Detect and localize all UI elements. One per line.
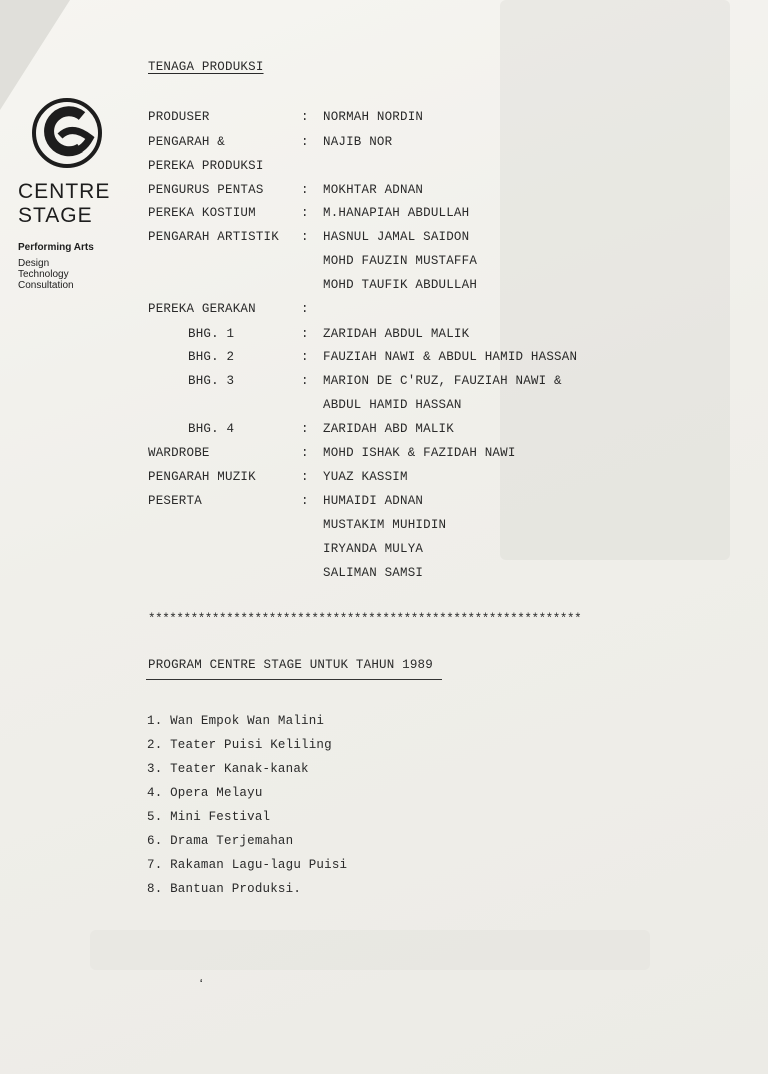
credit-role-label: PENGARAH & xyxy=(148,135,226,149)
asterisk-divider: ************************************************************* xyxy=(148,612,582,626)
credit-person-name: YUAZ KASSIM xyxy=(323,470,408,484)
credit-role-label: BHG. 4 xyxy=(188,422,235,436)
program-item: 2. Teater Puisi Keliling xyxy=(147,738,332,752)
program-item: 5. Mini Festival xyxy=(147,810,271,824)
credit-role-label: PESERTA xyxy=(148,494,202,508)
credit-person-name: M.HANAPIAH ABDULLAH xyxy=(323,206,470,220)
program-item: 3. Teater Kanak-kanak xyxy=(147,762,309,776)
logo-word-centre: CENTRE xyxy=(18,180,111,203)
logo-services xyxy=(18,258,128,291)
credit-person-name: HUMAIDI ADNAN xyxy=(323,494,424,508)
credit-role-label: BHG. 3 xyxy=(188,374,235,388)
credit-colon: : xyxy=(301,374,309,388)
credit-person-name: IRYANDA MULYA xyxy=(323,542,424,556)
credit-role-label: WARDROBE xyxy=(148,446,210,460)
credit-person-name: NORMAH NORDIN xyxy=(323,110,424,124)
credit-role-label: PRODUSER xyxy=(148,110,210,124)
logo-service-technology: Technology xyxy=(18,269,69,280)
credit-person-name: SALIMAN SAMSI xyxy=(323,566,424,580)
credit-role-label: PENGARAH ARTISTIK xyxy=(148,230,279,244)
program-item: 8. Bantuan Produksi. xyxy=(147,882,302,896)
credit-colon: : xyxy=(301,302,309,316)
stray-pen-mark: ʻ xyxy=(197,978,206,994)
credit-person-name: MOKHTAR ADNAN xyxy=(323,183,424,197)
credit-colon: : xyxy=(301,446,309,460)
credit-person-name: HASNUL JAMAL SAIDON xyxy=(323,230,470,244)
logo-word-stage: STAGE xyxy=(18,204,93,227)
credit-role-label: PEREKA KOSTIUM xyxy=(148,206,256,220)
credit-person-name: MUSTAKIM MUHIDIN xyxy=(323,518,447,532)
credit-role-label: BHG. 1 xyxy=(188,327,235,341)
program-item: 4. Opera Melayu xyxy=(147,786,263,800)
credit-role-label: PENGURUS PENTAS xyxy=(148,183,264,197)
centre-stage-logo-icon xyxy=(30,96,104,170)
credit-colon: : xyxy=(301,350,309,364)
credit-person-name: ZARIDAH ABDUL MALIK xyxy=(323,327,470,341)
section-title-programs: PROGRAM CENTRE STAGE UNTUK TAHUN 1989 xyxy=(148,658,433,672)
program-item: 6. Drama Terjemahan xyxy=(147,834,294,848)
logo-service-consultation: Consultation xyxy=(18,280,74,291)
program-item: 1. Wan Empok Wan Malini xyxy=(147,714,325,728)
bleed-through-block xyxy=(500,0,730,560)
section-title-programs-underline xyxy=(146,679,442,680)
credit-role-label: PEREKA PRODUKSI xyxy=(148,159,264,173)
credit-person-name: ABDUL HAMID HASSAN xyxy=(323,398,462,412)
credit-person-name: ZARIDAH ABD MALIK xyxy=(323,422,454,436)
credit-role-label: BHG. 2 xyxy=(188,350,235,364)
credit-role-label: PEREKA GERAKAN xyxy=(148,302,256,316)
credit-colon: : xyxy=(301,183,309,197)
credit-colon: : xyxy=(301,230,309,244)
credit-colon: : xyxy=(301,422,309,436)
logo-tagline: Performing Arts xyxy=(18,242,94,253)
page-corner-fold xyxy=(0,0,70,110)
credit-colon: : xyxy=(301,470,309,484)
credit-person-name: MOHD ISHAK & FAZIDAH NAWI xyxy=(323,446,516,460)
credit-person-name: MARION DE C'RUZ, FAUZIAH NAWI & xyxy=(323,374,562,388)
credit-person-name: NAJIB NOR xyxy=(323,135,393,149)
credit-colon: : xyxy=(301,206,309,220)
bleed-through-band xyxy=(90,930,650,970)
credit-person-name: FAUZIAH NAWI & ABDUL HAMID HASSAN xyxy=(323,350,578,364)
credit-person-name: MOHD TAUFIK ABDULLAH xyxy=(323,278,478,292)
credit-colon: : xyxy=(301,110,309,124)
centre-stage-logo xyxy=(18,96,128,291)
program-item: 7. Rakaman Lagu-lagu Puisi xyxy=(147,858,348,872)
section-title-production-staff: TENAGA PRODUKSI xyxy=(148,60,264,74)
logo-service-design: Design xyxy=(18,258,50,269)
credit-colon: : xyxy=(301,494,309,508)
credit-colon: : xyxy=(301,327,309,341)
credit-person-name: MOHD FAUZIN MUSTAFFA xyxy=(323,254,478,268)
credit-colon: : xyxy=(301,135,309,149)
credit-role-label: PENGARAH MUZIK xyxy=(148,470,256,484)
